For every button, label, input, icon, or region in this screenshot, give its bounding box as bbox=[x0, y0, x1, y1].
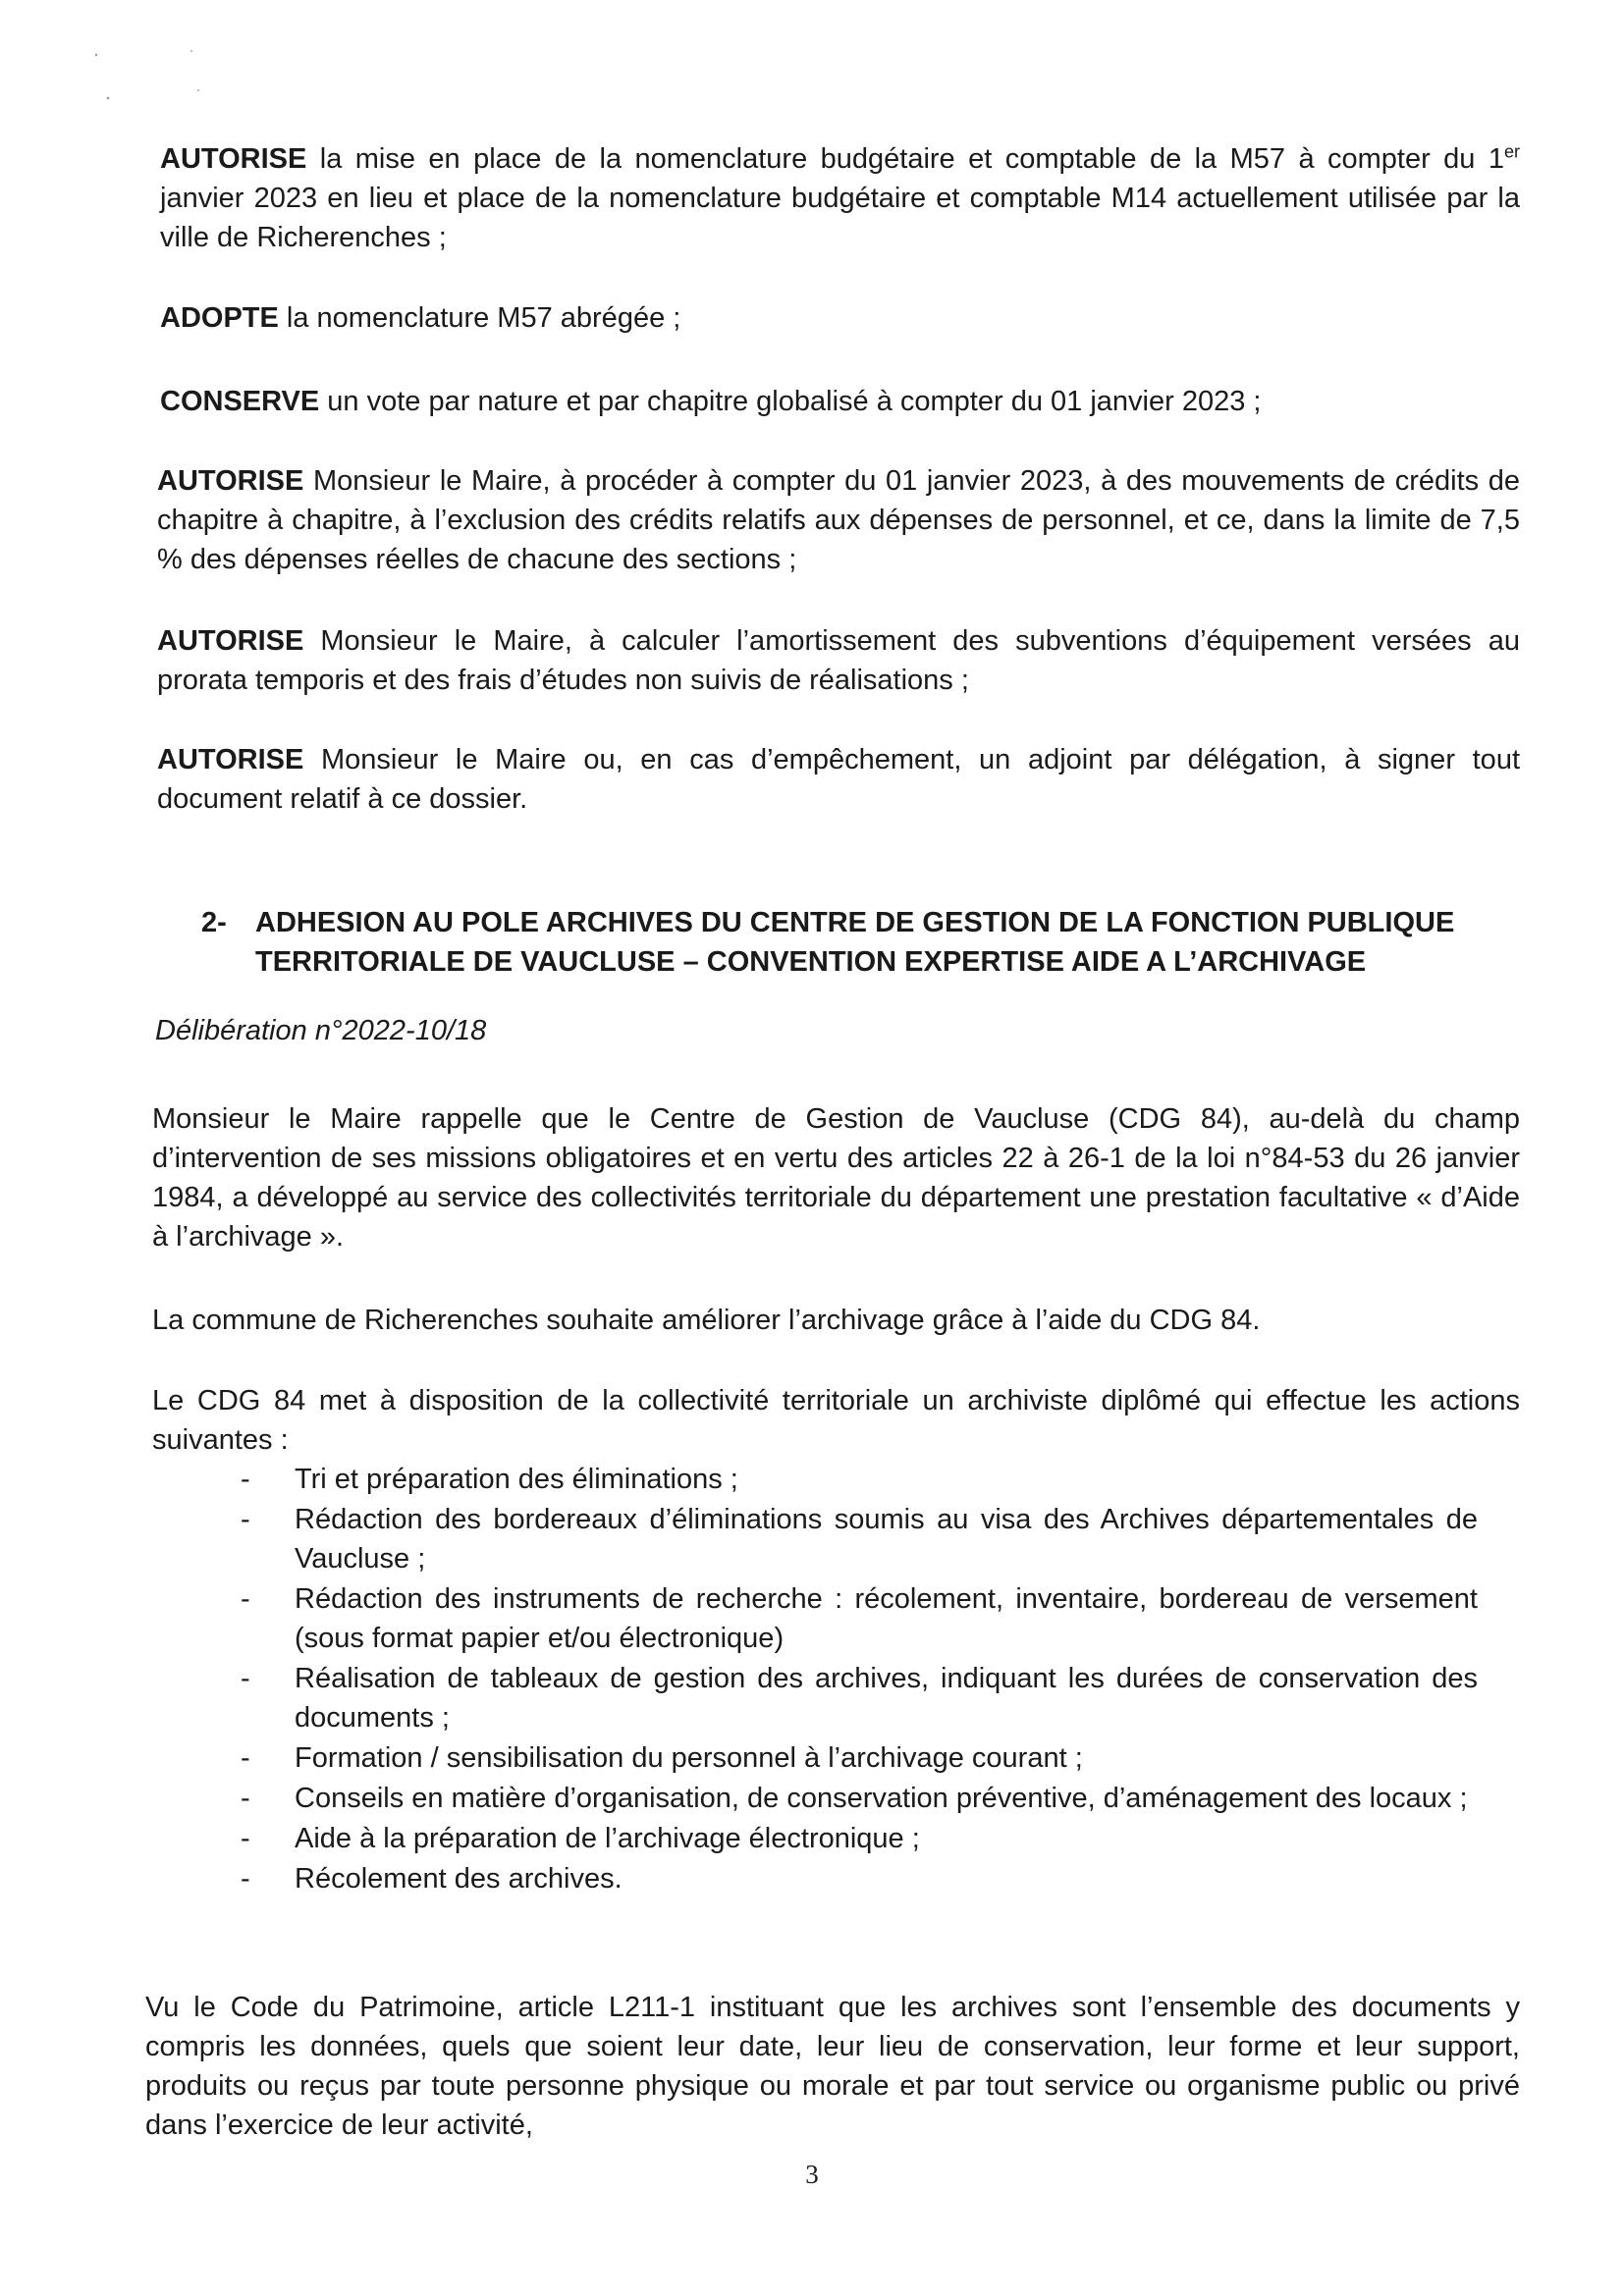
paragraph-code-patrimoine: Vu le Code du Patrimoine, article L211-1 instituant que les archives sont l’ensemble des documents y compris les données, quels que soient leur date, leur lieu de conservation, leur forme et leur support, produits ou reçus par toute personne physique ou morale et par tout service ou organisme public ou privé dans l’exercice de leur activité, bbox=[145, 1992, 1520, 2141]
resolution-adopte: ADOPTE la nomenclature M57 abrégée ; bbox=[160, 302, 681, 334]
list-item: - Rédaction des instruments de recherche : récolement, inventaire, bordereau de versement (sous format papier et/ou électronique) bbox=[241, 1583, 1478, 1654]
resolution-amortissement: AUTORISE Monsieur le Maire, à calculer l’amortissement des subventions d’équipement versées au prorata temporis et des frais d’études non suivis de réalisations ; bbox=[157, 625, 1520, 696]
resolution-verb: AUTORISE bbox=[157, 465, 304, 497]
resolution-verb: AUTORISE bbox=[160, 143, 307, 175]
list-item: - Rédaction des bordereaux d’éliminations soumis au visa des Archives départementales de Vaucluse ; bbox=[241, 1504, 1478, 1575]
paragraph-cdg: Le CDG 84 met à disposition de la collectivité territoriale un archiviste diplômé qui effectue les actions suivantes : bbox=[152, 1385, 1520, 1456]
actions-list bbox=[241, 1460, 1478, 1898]
list-item: - Conseils en matière d’organisation, de conservation préventive, d’aménagement des locaux ; bbox=[241, 1783, 1468, 1814]
resolution-verb: CONSERVE bbox=[160, 386, 320, 417]
list-item: - Tri et préparation des éliminations ; bbox=[241, 1464, 738, 1495]
resolution-verb: AUTORISE bbox=[157, 625, 304, 657]
resolution-verb: ADOPTE bbox=[160, 302, 279, 334]
list-item: - Récolement des archives. bbox=[241, 1863, 623, 1895]
paragraph-rappel: Monsieur le Maire rappelle que le Centre de Gestion de Vaucluse (CDG 84), au-delà du champ d’intervention de ses missions obligatoires et en vertu des articles 22 à 26-1 de la loi n°84-53 du 26 janvier 1984, a développé au service des collectivités territoriale du département une prestation facultative « d’Aide à l’archivage ». bbox=[152, 1103, 1520, 1253]
list-item: - Formation / sensibilisation du personnel à l’archivage courant ; bbox=[241, 1742, 1083, 1774]
page-number: 3 bbox=[805, 2160, 819, 2189]
list-item: - Aide à la préparation de l’archivage électronique ; bbox=[241, 1823, 920, 1854]
resolution-signature: AUTORISE Monsieur le Maire ou, en cas d’empêchement, un adjoint par délégation, à signer tout document relatif à ce dossier. bbox=[157, 744, 1520, 815]
scan-specks bbox=[88, 49, 226, 108]
paragraph-commune: La commune de Richerenches souhaite améliorer l’archivage grâce à l’aide du CDG 84. bbox=[152, 1305, 1261, 1336]
section-number: 2- bbox=[201, 907, 227, 938]
resolution-credits: AUTORISE Monsieur le Maire, à procéder à compter du 01 janvier 2023, à des mouvements de crédits de chapitre à chapitre, à l’exclusion des crédits relatifs aux dépenses de personnel, et ce, dans la limite de 7,5 % des dépenses réelles de chacune des sections ; bbox=[157, 465, 1520, 575]
section-title: 2- ADHESION AU POLE ARCHIVES DU CENTRE DE GESTION DE LA FONCTION PUBLIQUE TERRITORIALE DE VAUCLUSE – CONVENTION EXPERTISE AIDE A L’ARCHIVAGE bbox=[201, 903, 1517, 982]
resolution-conserve: CONSERVE un vote par nature et par chapitre globalisé à compter du 01 janvier 2023 ; bbox=[160, 386, 1262, 417]
list-item: - Réalisation de tableaux de gestion des archives, indiquant les durées de conservation des documents ; bbox=[241, 1663, 1478, 1734]
deliberation-number: Délibération n°2022-10/18 bbox=[155, 1015, 487, 1046]
resolution-verb: AUTORISE bbox=[157, 744, 304, 775]
resolution-m57: AUTORISE la mise en place de la nomenclature budgétaire et comptable de la M57 à compter du 1er janvier 2023 en lieu et place de la nomenclature budgétaire et comptable M14 actuellement utilisée par la ville de Richerenches ; bbox=[160, 141, 1520, 253]
